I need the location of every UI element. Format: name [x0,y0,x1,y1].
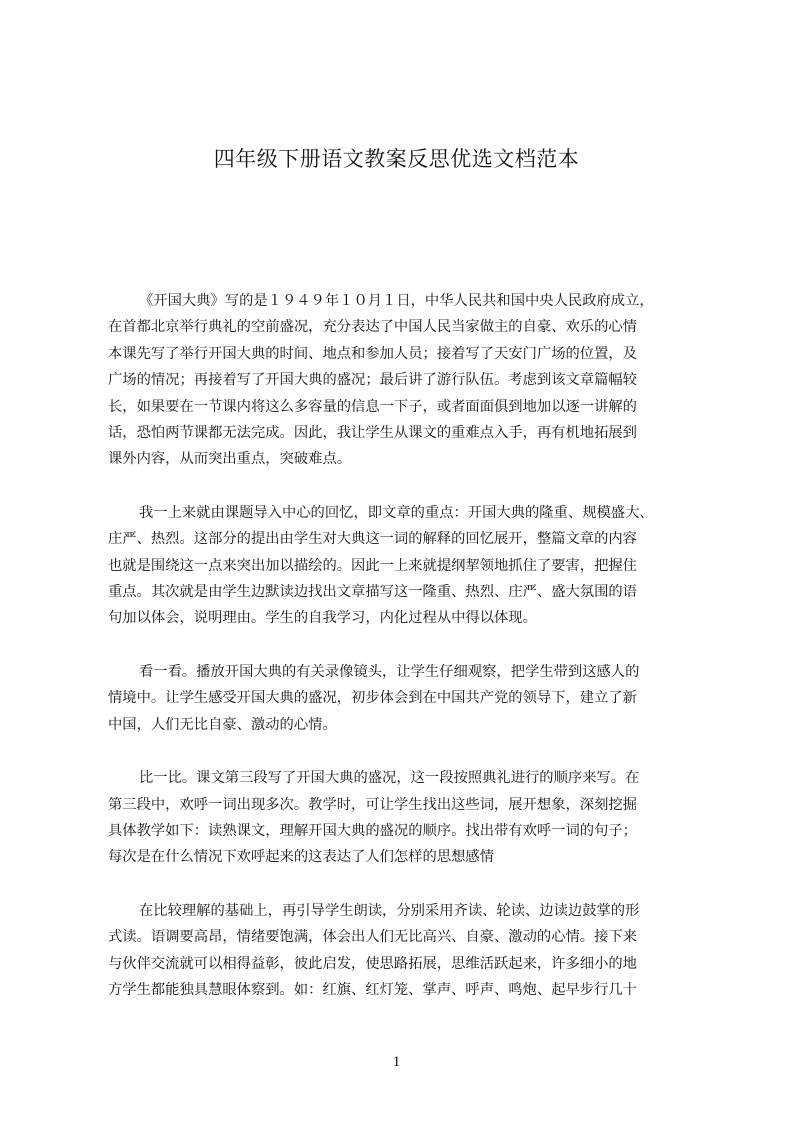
text-line: 也就是围绕这一点来突出加以描绘的。因此一上来就提纲挈领地抓住了要害，把握住 [108,557,637,574]
text-line: 我一上来就由课题导入中心的回忆，即文章的重点：开国大典的隆重、规模盛大、 [139,504,654,521]
text-line: 庄严、热烈。这部分的提出由学生对大典这一词的解释的回忆展开，整篇文章的内容 [108,531,637,548]
page-number: 1 [392,1054,401,1070]
text-line: 广场的情况；再接着写了开国大典的盛况；最后讲了游行队伍。考虑到该文章篇幅较 [108,372,637,389]
text-line: 具体教学如下：读熟课文，理解开国大典的盛况的顺序。找出带有欢呼一词的句子； [108,822,637,839]
paragraph-5 [108,898,706,1004]
paragraph-4 [108,765,706,871]
text-line: 方学生都能独具慧眼体察到。如：红旗、红灯笼、掌声、呼声、鸣炮、起早步行几十 [108,981,637,998]
text-line: 看一看。播放开国大典的有关录像镜头，让学生仔细观察，把学生带到这感人的 [139,663,640,680]
text-line: 每次是在什么情况下欢呼起来的这表达了人们怎样的思想感情 [108,849,495,866]
text-line: 中国，人们无比自豪、激动的心情。 [108,716,337,733]
text-line: 《开国大典》写的是１９４９年１０月１日，中华人民共和国中央人民政府成立， [139,293,654,309]
paragraph-1 [108,288,706,473]
text-line: 情境中。让学生感受开国大典的盛况，初步体会到在中国共产党的领导下，建立了新 [108,690,637,707]
text-line: 在比较理解的基础上，再引导学生朗读，分别采用齐读、轮读、边读边鼓掌的形 [139,902,640,919]
text-line: 式读。语调要高昂，情绪要饱满，体会出人们无比高兴、自豪、激动的心情。接下来 [108,929,637,946]
page-title: 四年级下册语文教案反思优选文档范本 [213,147,580,171]
text-line: 话，恐怕两节课都无法完成。因此，我让学生从课文的重难点入手，再有机地拓展到 [108,425,637,442]
text-line: 重点。其次就是由学生边默读边找出文章描写这一隆重、热烈、庄严、盛大氛围的语 [108,584,637,601]
text-line: 句加以体会，说明理由。学生的自我学习，内化过程从中得以体现。 [108,610,537,627]
text-line: 比一比。课文第三段写了开国大典的盛况，这一段按照典礼进行的顺序来写。在 [139,770,640,787]
text-line: 长，如果要在一节课内将这么多容量的信息一下子，或者面面俱到地加以逐一讲解的 [108,398,637,415]
text-line: 本课先写了举行开国大典的时间、地点和参加人员；接着写了天安门广场的位置，及 [108,345,637,362]
document-body [108,288,706,1003]
text-line: 与伙伴交流就可以相得益彰，彼此启发，使思路拓展，思维活跃起来，许多细小的地 [108,955,637,972]
text-line: 在首都北京举行典礼的空前盛况，充分表达了中国人民当家做主的自豪、欢乐的心情 [108,319,637,336]
paragraph-3 [108,659,706,738]
text-line: 第三段中，欢呼一词出现多次。教学时，可让学生找出这些词，展开想象，深刻挖掘 [108,796,637,813]
text-line: 课外内容，从而突出重点，突破难点。 [108,451,352,468]
paragraph-2 [108,500,706,632]
